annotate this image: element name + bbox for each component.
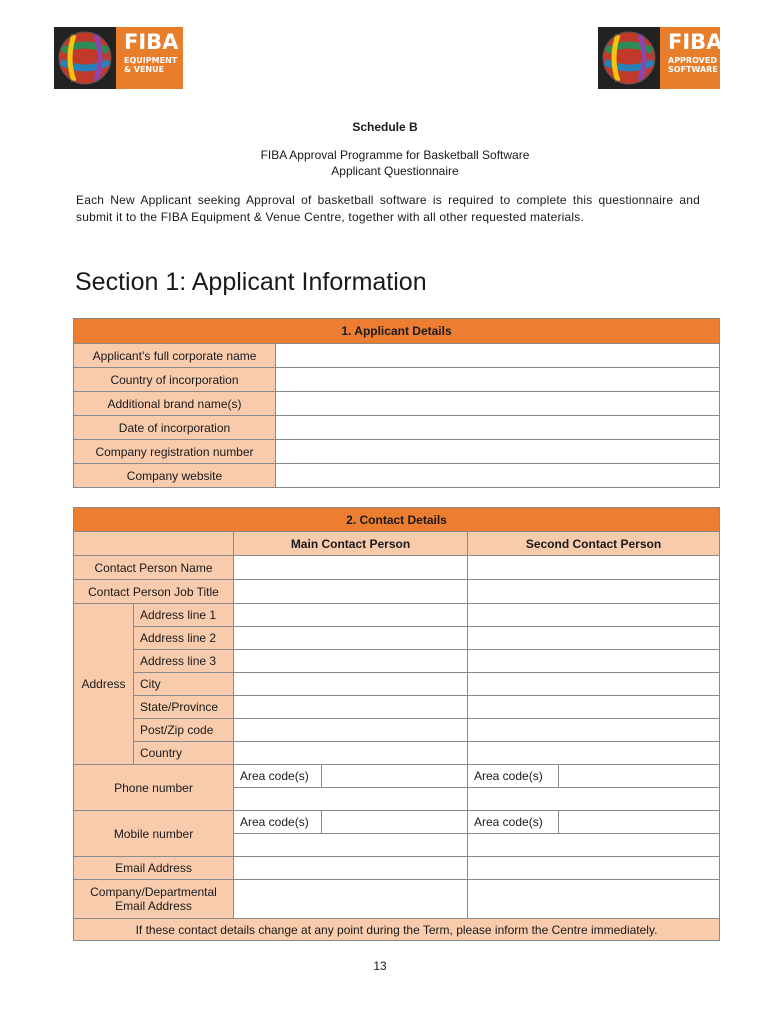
field-label: Email Address [74,857,234,880]
area-code-label: Area code(s) [234,811,322,834]
address-line-label: Address line 1 [134,604,234,627]
main-address-1-input[interactable] [234,604,468,627]
date-of-incorporation-input[interactable] [276,416,720,440]
logo-brand: FIBA [668,30,723,54]
second-address-2-input[interactable] [468,627,720,650]
logo-brand: FIBA [124,30,179,54]
second-phone-area-code-input[interactable] [559,765,720,788]
field-label: Date of incorporation [74,416,276,440]
address-line-label: Address line 3 [134,650,234,673]
main-contact-header: Main Contact Person [234,532,468,556]
contact-details-heading: 2. Contact Details [74,508,720,532]
main-email-input[interactable] [234,857,468,880]
basketball-globe-icon [598,27,660,89]
applicant-details-heading: 1. Applicant Details [74,319,720,344]
address-line-label: City [134,673,234,696]
second-state-input[interactable] [468,696,720,719]
address-line-label: Address line 2 [134,627,234,650]
second-dept-email-input[interactable] [468,880,720,919]
main-mobile-area-code-input[interactable] [322,811,468,834]
main-phone-input[interactable] [234,788,468,811]
second-country-input[interactable] [468,742,720,765]
phone-label: Phone number [74,765,234,811]
main-mobile-input[interactable] [234,834,468,857]
main-phone-area-code-input[interactable] [322,765,468,788]
address-line-label: Post/Zip code [134,719,234,742]
corporate-name-input[interactable] [276,344,720,368]
country-of-incorporation-input[interactable] [276,368,720,392]
contact-change-notice: If these contact details change at any point during the Term, please inform the Centre immediately. [74,919,720,941]
programme-title: FIBA Approval Programme for Basketball Software [260,148,530,162]
address-label: Address [74,604,134,765]
area-code-label: Area code(s) [468,765,559,788]
main-postcode-input[interactable] [234,719,468,742]
main-state-input[interactable] [234,696,468,719]
departmental-email-label-line2: Email Address [115,899,192,913]
fiba-equipment-venue-logo [54,27,183,89]
second-mobile-input[interactable] [468,834,720,857]
second-email-input[interactable] [468,857,720,880]
logo-line1: EQUIPMENT [124,56,178,65]
contact-details-table [73,507,720,941]
section-title: Section 1: Applicant Information [75,268,427,296]
area-code-label: Area code(s) [234,765,322,788]
page-number: 13 [373,959,387,973]
basketball-globe-icon [54,27,116,89]
main-address-2-input[interactable] [234,627,468,650]
intro-paragraph: Each New Applicant seeking Approval of basketball software is required to complete this questionnaire and submit it to the FIBA Equipment & Venue Centre, together with all other requested materials. [76,193,700,224]
second-postcode-input[interactable] [468,719,720,742]
field-label: Applicant’s full corporate name [74,344,276,368]
logo-line2: & VENUE [124,65,165,74]
second-address-1-input[interactable] [468,604,720,627]
main-address-3-input[interactable] [234,650,468,673]
company-website-input[interactable] [276,464,720,488]
mobile-label: Mobile number [74,811,234,857]
main-contact-job-input[interactable] [234,580,468,604]
departmental-email-label [74,880,234,919]
field-label: Company website [74,464,276,488]
second-phone-input[interactable] [468,788,720,811]
schedule-title: Schedule B [352,120,418,134]
main-dept-email-input[interactable] [234,880,468,919]
field-label: Additional brand name(s) [74,392,276,416]
main-city-input[interactable] [234,673,468,696]
address-line-label: Country [134,742,234,765]
logo-line2: SOFTWARE [668,65,718,74]
main-country-input[interactable] [234,742,468,765]
area-code-label: Area code(s) [468,811,559,834]
field-label: Company registration number [74,440,276,464]
departmental-email-label-line1: Company/Departmental [90,885,217,899]
field-label: Contact Person Job Title [74,580,234,604]
second-address-3-input[interactable] [468,650,720,673]
field-label: Country of incorporation [74,368,276,392]
fiba-approved-software-logo [598,27,723,89]
field-label: Contact Person Name [74,556,234,580]
applicant-details-table [73,318,720,488]
brand-names-input[interactable] [276,392,720,416]
second-city-input[interactable] [468,673,720,696]
questionnaire-title: Applicant Questionnaire [331,164,459,178]
main-contact-name-input[interactable] [234,556,468,580]
registration-number-input[interactable] [276,440,720,464]
second-contact-name-input[interactable] [468,556,720,580]
address-line-label: State/Province [134,696,234,719]
second-contact-job-input[interactable] [468,580,720,604]
logo-line1: APPROVED [668,56,717,65]
second-contact-header: Second Contact Person [468,532,720,556]
second-mobile-area-code-input[interactable] [559,811,720,834]
